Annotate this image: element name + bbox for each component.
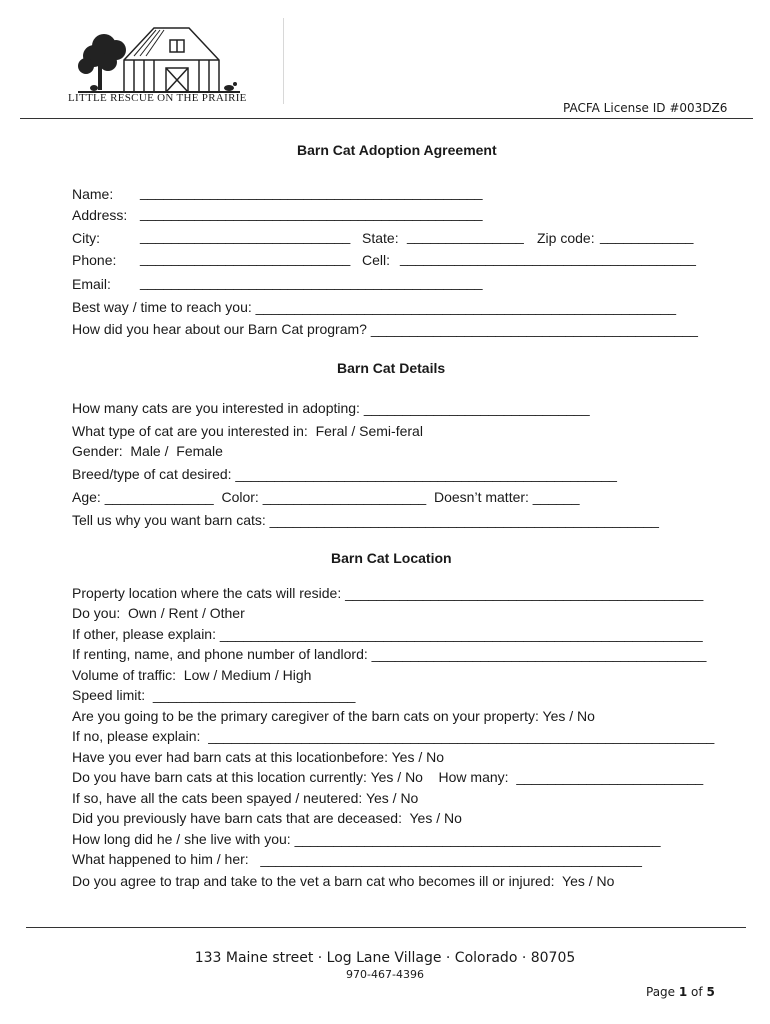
state-label: State: [362,230,399,246]
cat-type-field[interactable]: What type of cat are you interested in: Feral / Semi-feral [72,423,423,439]
why-field[interactable]: Tell us why you want barn cats: __________________________________________________ [72,512,659,528]
location-line[interactable]: Have you ever had barn cats at this locationbefore: Yes / No [72,749,445,765]
form-title: Barn Cat Adoption Agreement [297,142,497,158]
email-label: Email: [72,276,111,292]
city-field[interactable]: ___________________________ [140,228,351,244]
zip-field[interactable]: ____________ [600,228,694,244]
location-line[interactable]: Did you previously have barn cats that are deceased: Yes / No [72,810,462,826]
address-label: Address: [72,207,128,223]
page-mid: of [687,985,707,999]
city-label: City: [72,230,100,246]
page-prefix: Page [646,985,679,999]
state-field[interactable]: _______________ [407,228,524,244]
location-line[interactable]: Property location where the cats will reside: ______________________________________________ [72,585,704,601]
footer-address: 133 Maine street · Log Lane Village · Colorado · 80705 [194,950,576,966]
cell-label: Cell: [362,252,391,268]
location-line[interactable]: Speed limit: __________________________ [72,687,356,703]
name-field[interactable]: ____________________________________________ [140,184,483,200]
location-line[interactable]: How long did he / she live with you: _______________________________________________ [72,831,661,847]
location-line[interactable]: Volume of traffic: Low / Medium / High [72,667,312,683]
page-number [646,985,715,999]
location-line[interactable]: If renting, name, and phone number of landlord: ___________________________________________ [72,646,707,662]
best-way-field[interactable]: Best way / time to reach you: ______________________________________________________ [72,299,677,315]
location-line[interactable]: What happened to him / her: _________________________________________________ [72,851,642,867]
phone-field[interactable]: ___________________________ [140,250,351,266]
details-heading: Barn Cat Details [337,360,446,376]
cell-field[interactable]: ______________________________________ [400,250,696,266]
location-line[interactable]: If other, please explain: ______________________________________________________________ [72,626,703,642]
page-current: 1 [678,985,688,999]
location-line[interactable]: If so, have all the cats been spayed / neutered: Yes / No [72,790,419,806]
footer-rule [26,927,746,928]
location-line[interactable]: Do you: Own / Rent / Other [72,605,245,621]
footer-phone: 970-467-4396 [346,968,424,981]
name-label: Name: [72,186,114,202]
logo-text: LITTLE RESCUE ON THE PRAIRIE [68,92,247,104]
header-divider [283,18,284,104]
location-line[interactable]: If no, please explain: _________________________________________________________________ [72,728,715,744]
location-line[interactable]: Do you agree to trap and take to the vet a barn cat who becomes ill or injured: Yes / No [72,873,615,889]
zip-label: Zip code: [537,230,595,246]
how-heard-field[interactable]: How did you hear about our Barn Cat program? __________________________________________ [72,321,698,337]
header-rule [20,118,753,119]
license-id: PACFA License ID #003DZ6 [563,101,728,115]
age-color-field[interactable]: Age: ______________ Color: _____________________ Doesn’t matter: ______ [72,489,580,505]
how-many-field[interactable]: How many cats are you interested in adopting: _____________________________ [72,400,590,416]
breed-field[interactable]: Breed/type of cat desired: _________________________________________________ [72,466,617,482]
address-field[interactable]: ____________________________________________ [140,205,483,221]
location-line[interactable]: Are you going to be the primary caregiver of the barn cats on your property: Yes / No [72,708,595,724]
phone-label: Phone: [72,252,117,268]
page-total: 5 [706,985,715,999]
location-heading: Barn Cat Location [331,550,452,566]
gender-field[interactable]: Gender: Male / Female [72,443,223,459]
email-field[interactable]: ____________________________________________ [140,274,483,290]
location-line[interactable]: Do you have barn cats at this location currently: Yes / No How many: ________________________ [72,769,704,785]
